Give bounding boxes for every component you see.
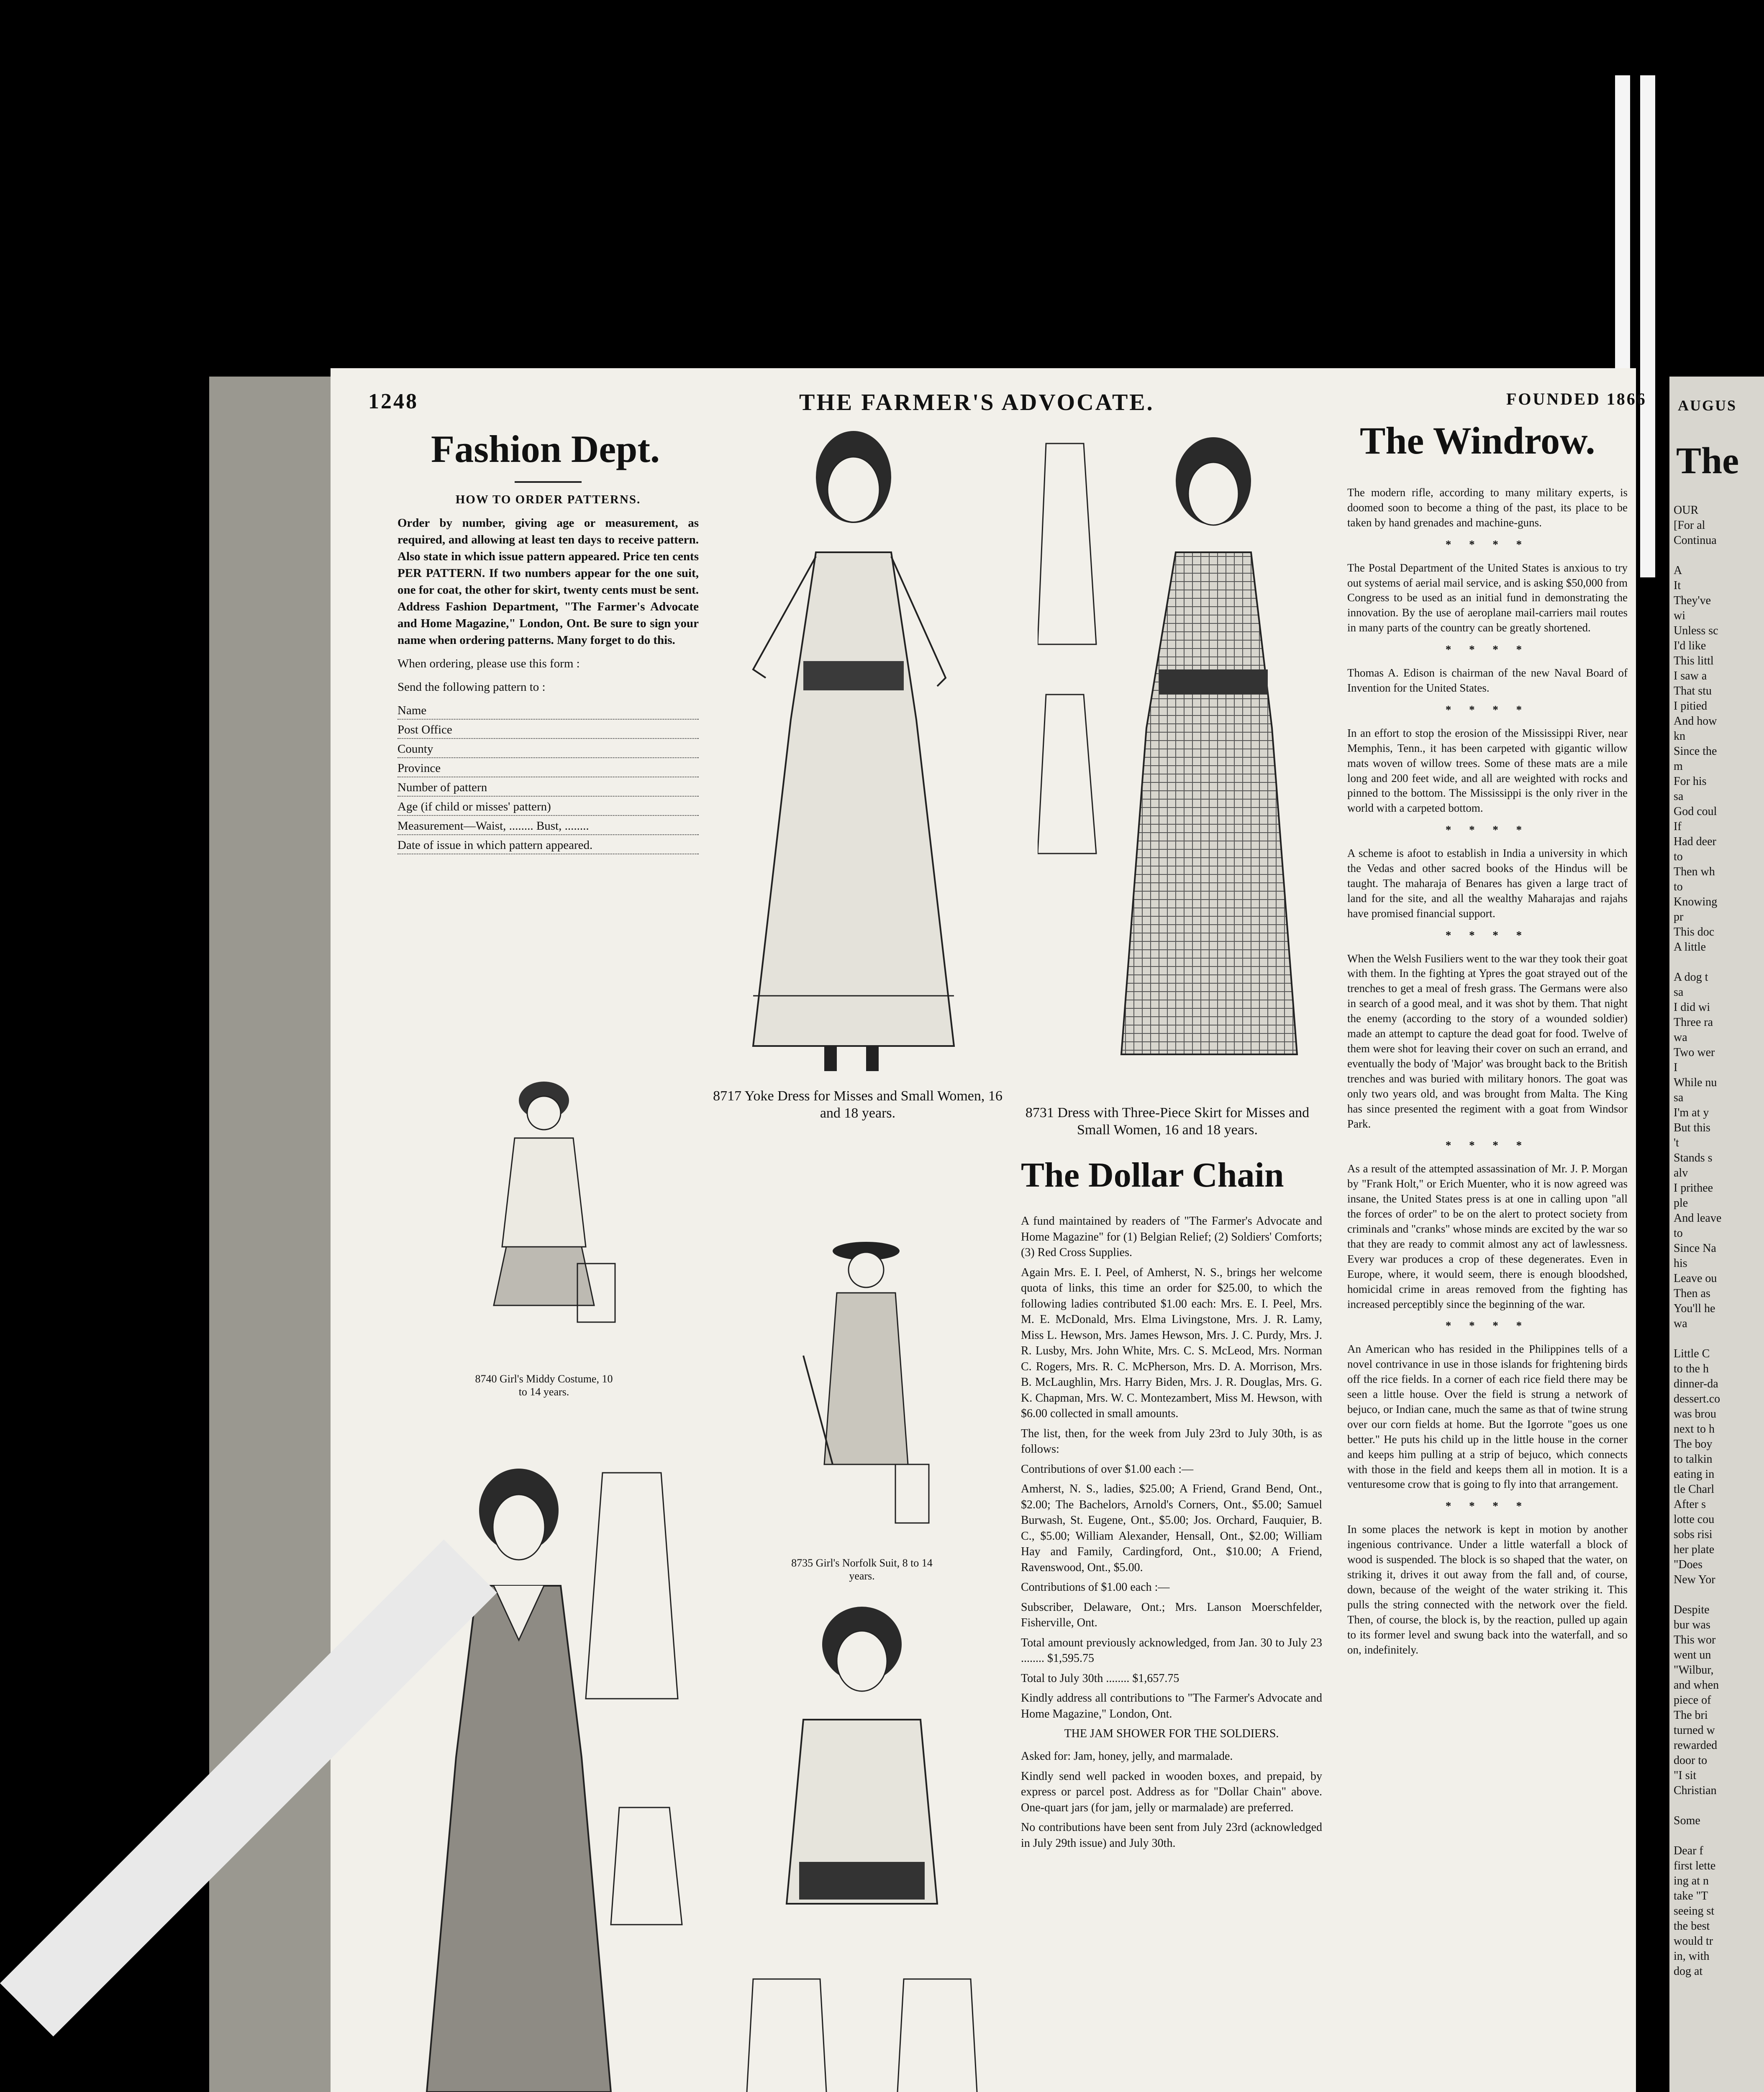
next-page-line: dinner-da [1674,1377,1718,1390]
next-page-edge [1669,377,1764,2092]
next-page-line: Unless sc [1674,624,1718,637]
next-page-line: lotte cou [1674,1513,1715,1526]
next-page-line: Dear f [1674,1844,1703,1857]
next-page-line [1674,1828,1721,1843]
next-page-line: was brou [1674,1407,1716,1420]
yoke-dress-illustration [720,427,987,1088]
next-page-line: "Wilbur, [1674,1664,1714,1677]
next-page-line: This doc [1674,926,1715,938]
next-page-line: While nu [1674,1076,1717,1089]
next-page-line: That stu [1674,685,1712,697]
dollar-chain-paragraph: Again Mrs. E. I. Peel, of Amherst, N. S., brings her welcome quota of links, this time an order for $25.00, to which the following ladies contributed $1.00 each: Mrs. E. I. Peel, Mrs. M. E. McDonald, Mrs. Elma Livingstone, Mrs. J. R. Lamy, Miss L. Hewson, Mrs. James Hewson, Mrs. J. C. Purdy, Mrs. J. R. Lusby, Mrs. John White, Mrs. C. S. McLeod, Mrs. Norman C. Rogers, Mrs. R. C. McPherson, Mrs. D. A. Morrison, Mrs. B. McLaughlin, Mrs. Harry Biden, Mrs. J. R. Douglas, Mrs. G. K. Chapman, Mrs. W. C. Montezambert, Miss M. Hewson, with $6.00 collected in small amounts. [1021,1266,1322,1420]
windrow-paragraph: An American who has resided in the Philippines tells of a novel contrivance in use in those islands for frightening birds off the rice fields. In a corner of each rice field there may be seen a little house. Over the field is strung a network of bejuco, or Indian cane, much the same as that of twine strung over our corn fields at home. But the Igorrote "goes us one better." He puts his child up in the little house in the corner and keeps him pulling at a strip of bejuco, which connects with those in the field and keeps them all in motion. It is a venturesome crow that is going to fly into that arrangement. [1347,1343,1628,1491]
windrow-paragraph: Thomas A. Edison is chairman of the new Naval Board of Invention for the United States. [1347,667,1628,694]
fashion-column [397,477,699,856]
next-page-column [1674,502,1721,1978]
next-page-line: Since the [1674,745,1717,758]
section-divider: * * * * [1445,1500,1530,1513]
next-page-line: wa [1674,1031,1687,1044]
dollar-chain-title: The Dollar Chain [1021,1156,1284,1195]
next-page-line: Since Na [1674,1242,1716,1255]
next-page-line: in, with [1674,1950,1710,1963]
fashion-intro: Order by number, giving age or measurement, as required, and allowing at least ten days to receive pattern. Also state in which issue pattern appeared. Price ten cents PER PATTERN. If two numbers appear for the one suit, one for coat, the other for skirt, twenty cents must be sent. Address Fashion Department, "The Farmer's Advocate and Home Magazine," London, Ont. Be sure to sign your name when ordering patterns. Many forget to do this. [397,516,699,647]
next-page-line: to [1674,880,1683,893]
next-page-header: AUGUS [1678,397,1737,414]
next-page-line: A [1674,564,1682,577]
next-page-line: kn [1674,730,1685,743]
next-page-line: Two wer [1674,1046,1715,1059]
middy-costume-illustration [481,1071,623,1364]
next-page-line: [For al [1674,519,1705,532]
order-form-field: Name [397,702,699,720]
next-page-line: to talkin [1674,1453,1713,1466]
dollar-chain-paragraph: Contributions of over $1.00 each :— [1021,1462,1194,1476]
next-page-line [1674,547,1721,562]
windrow-paragraph: In an effort to stop the erosion of the Mississippi River, near Memphis, Tenn., it has been carpeted with gigantic willow mats woven of willow trees. Some of these mats are a mile long and 200 feet wide, and all are weighted with rocks and pinned to the bottom. The Mississippi is the only river in the world with a carpeted bottom. [1347,726,1628,815]
next-page-line: "I sit [1674,1769,1697,1782]
next-page-line: seeing st [1674,1905,1715,1918]
blouse-illustration [736,1602,996,2092]
next-page-line: her plate [1674,1543,1715,1556]
dollar-chain-paragraph: The list, then, for the week from July 23rd to July 30th, is as follows: [1021,1427,1322,1456]
fashion-title: Fashion Dept. [431,428,660,470]
dollar-chain-column [1021,1213,1322,1855]
next-page-line: tle Charl [1674,1483,1715,1496]
section-divider: * * * * [1445,703,1530,716]
next-page-line [1674,1797,1721,1813]
next-page-line: I'd like [1674,639,1706,652]
caption-8735: 8735 Girl's Norfolk Suit, 8 to 14 years. [791,1557,933,1582]
section-divider: * * * * [1445,538,1530,551]
next-page-line: The bri [1674,1709,1708,1722]
next-page-line: to [1674,850,1683,863]
three-piece-dress-illustration [1038,435,1331,1096]
scan-glare [1640,75,1655,577]
next-page-line: dog at [1674,1965,1703,1978]
windrow-paragraph: A scheme is afoot to establish in India a university in which the Vedas and other sacred books of the Hindus will be taught. The maharaja of Benares has given a large tract of land for the site, and all the wealthy Maharajas and rajahs have promised financial support. [1347,847,1628,920]
caption-8740: 8740 Girl's Middy Costume, 10 to 14 years. [475,1373,613,1398]
send-following: Send the following pattern to : [397,680,546,694]
next-page-line: turned w [1674,1724,1715,1737]
windrow-paragraph: The modern rifle, according to many military experts, is doomed soon to become a thing of the past, its place to be taken by hand grenades and machine-guns. [1347,486,1628,529]
order-form-field: Measurement—Waist, ........ Bust, ........ [397,818,699,835]
section-divider: * * * * [1445,1139,1530,1152]
section-divider: * * * * [1445,643,1530,656]
next-page-line: For his [1674,775,1707,788]
jam-shower-paragraph: No contributions have been sent from July 23rd (acknowledged in July 29th issue) and July 30th. [1021,1821,1322,1850]
jam-shower-heading: THE JAM SHOWER FOR THE SOLDIERS. [1064,1727,1279,1741]
founded-note: FOUNDED 1866 [1506,390,1647,408]
caption-8731: 8731 Dress with Three-Piece Skirt for Misses and Small Women, 16 and 18 years. [1025,1105,1310,1138]
next-page-line: I pitied [1674,700,1708,713]
windrow-title: The Windrow. [1360,419,1595,462]
norfolk-suit-illustration [787,1230,937,1548]
windrow-paragraph: As a result of the attempted assassination of Mr. J. P. Morgan by "Frank Holt," or Erich Muenter, who it is now agreed was insane, the United States press is at one in calling upon "all the forces of order" to be on the alert to protect society from criminals and "cranks" whose minds are excited by the war so that they are ready to commit almost any act of lawlessness. Every war produces a crop of these degenerates. Even in Europe, where, it would seem, there is enough bloodshed, homicidal crime in areas removed from the fighting has increased perceptibly since the beginning of the war. [1347,1162,1628,1310]
order-form-field: Province [397,760,699,777]
next-page-line [1674,954,1721,969]
caption-8717: 8717 Yoke Dress for Misses and Small Women, 16 and 18 years. [713,1088,1003,1121]
next-page-line: would tr [1674,1935,1713,1948]
next-page-line: "Does [1674,1558,1702,1571]
next-page-line: They've [1674,594,1711,607]
fashion-subtitle: HOW TO ORDER PATTERNS. [455,493,641,506]
next-page-line: I [1674,1061,1678,1074]
next-page-line: This littl [1674,654,1714,667]
masthead: THE FARMER'S ADVOCATE. [799,390,1154,415]
next-page-line: Then as [1674,1287,1710,1300]
next-page-line: sa [1674,986,1684,999]
next-page-line: wa [1674,1317,1687,1330]
next-page-line: wi [1674,609,1685,622]
next-page-line: alv [1674,1166,1688,1179]
next-page-line: Had deer [1674,835,1716,848]
next-page-line: Knowing [1674,895,1718,908]
next-page-line [1674,1587,1721,1602]
next-page-line: If [1674,820,1682,833]
next-page-line: I prithee [1674,1182,1713,1195]
next-page-line: rewarded [1674,1739,1718,1752]
next-page-line: piece of [1674,1694,1711,1707]
next-page-line: next to h [1674,1423,1715,1436]
next-page-line: Stands s [1674,1151,1713,1164]
section-divider: * * * * [1445,1319,1530,1332]
next-page-line: And leave [1674,1212,1722,1225]
next-page-line: eating in [1674,1468,1715,1481]
jam-shower-paragraph: Asked for: Jam, honey, jelly, and marmalade. [1021,1749,1233,1763]
next-page-line: sa [1674,1091,1684,1104]
windrow-paragraph: When the Welsh Fusiliers went to the war they took their goat with them. In the fighting at Ypres the goat strayed out of the trenches to get a meal of fresh grass. The Germans were also in search of a good meal, and it was shot by them. That night the enemy (according to the story of a wounded soldier) made an attempt to capture the dead goat for food. Twelve of them were shot for leaving their cover on such an errand, and eventually the body of 'Major' was brought back to the British trenches and was buried with military honors. The goat was only two years old, and was brought from Malta. The King has since presented the regiment with a goat from Windsor Park. [1347,952,1628,1130]
jam-shower-paragraph: Kindly send well packed in wooden boxes, and prepaid, by express or parcel post. Address as for "Dollar Chain" above. One-quart jars (for jam, jelly or marmalade) are preferred. [1021,1769,1322,1814]
order-form-field: Post Office [397,721,699,739]
next-page-line: A little [1674,941,1706,954]
next-page-line: to [1674,1227,1683,1240]
next-page-line: Little C [1674,1347,1710,1360]
next-page-line: God coul [1674,805,1717,818]
next-page-line: to the h [1674,1362,1709,1375]
section-divider: * * * * [1445,823,1530,836]
next-page-line: ple [1674,1197,1688,1210]
order-form [397,702,699,854]
section-divider: * * * * [1445,928,1530,941]
order-form-field: Number of pattern [397,779,699,797]
next-page-line: It [1674,579,1681,592]
next-page-line [1674,1331,1721,1346]
next-page-line: dessert.co [1674,1392,1720,1405]
next-page-line: Three ra [1674,1016,1713,1029]
order-form-field: Date of issue in which pattern appeared. [397,837,699,854]
dollar-chain-paragraph: Amherst, N. S., ladies, $25.00; A Friend, Grand Bend, Ont., $2.00; The Bachelors, Arnold's Corners, Ont., $5.00; Samuel Burwash, St. Eugene, Ont., $5.00; Jos. Orchard, Fauquier, B. C., $5.00; William Alexander, Hensall, Ont., $2.00; William Hay and Family, Cardingford, Ont., $10.00; A Friend, Ravenswood, Ont., $5.00. [1021,1482,1322,1574]
next-page-line: I'm at y [1674,1106,1709,1119]
next-page-line: m [1674,760,1683,773]
dollar-chain-paragraph: Subscriber, Delaware, Ont.; Mrs. Lanson Moerschfelder, Fisherville, Ont. [1021,1600,1322,1630]
next-page-line: Some [1674,1814,1700,1827]
next-page-line: 't [1674,1136,1679,1149]
order-form-field: County [397,741,699,758]
next-page-line: A dog t [1674,971,1708,984]
next-page-line: sa [1674,790,1684,803]
next-page-line: bur was [1674,1618,1710,1631]
next-page-line: I did wi [1674,1001,1710,1014]
next-page-line: sobs risi [1674,1528,1713,1541]
dollar-chain-paragraph: Kindly address all contributions to "The Farmer's Advocate and Home Magazine," London, Ont. [1021,1692,1322,1720]
next-page-line: After s [1674,1498,1706,1511]
next-page-line: But this [1674,1121,1710,1134]
next-page-line: door to [1674,1754,1708,1767]
next-page-line: his [1674,1257,1687,1270]
next-page-line: pr [1674,910,1684,923]
next-page-line: New Yor [1674,1573,1715,1586]
next-page-line: OUR [1674,504,1699,517]
next-page-line: The boy [1674,1438,1713,1451]
order-form-field: Age (if child or misses' pattern) [397,798,699,816]
next-page-line: And how [1674,715,1717,728]
next-page-line: You'll he [1674,1302,1715,1315]
page-number: 1248 [368,390,418,413]
next-page-line: Despite [1674,1603,1710,1616]
next-page-line: take "T [1674,1889,1708,1902]
next-page-line: the best [1674,1920,1710,1933]
windrow-paragraph: The Postal Department of the United States is anxious to try out systems of aerial mail service, and is asking $50,000 from Congress to be used as an initial fund in demonstrating the innovation. By the use of aeroplane mail-carriers mail routes in many parts of the country can be greatly shortened. [1347,561,1628,634]
next-page-line: first lette [1674,1859,1716,1872]
next-page-line: Christian [1674,1784,1717,1797]
dollar-chain-paragraph: Contributions of $1.00 each :— [1021,1581,1170,1594]
next-page-line: ing at n [1674,1874,1709,1887]
next-page-line: Then wh [1674,865,1715,878]
windrow-column [1347,485,1628,1664]
next-page-line: Leave ou [1674,1272,1717,1285]
next-page-line: This wor [1674,1633,1716,1646]
dollar-chain-paragraph: A fund maintained by readers of "The Farmer's Advocate and Home Magazine" for (1) Belgian Relief; (2) Soldiers' Comforts; (3) Red Cross Supplies. [1021,1215,1322,1259]
next-page-line: Continua [1674,534,1717,547]
next-page-title: The [1676,440,1739,482]
next-page-line: and when [1674,1679,1719,1692]
next-page-line: I saw a [1674,669,1707,682]
when-ordering: When ordering, please use this form : [397,657,580,671]
windrow-paragraph: In some places the network is kept in motion by another ingenious contrivance. Under a little waterfall a block of wood is suspended. The block is so shaped that the water, on striking it, drives it out away from the fall and, of course, down, because of the weight of the water striking it. This pulls the string connected with the network over the field. Then, of course, the block is, by the reaction, pulled up again to its former level and swung back into the waterfall, and so on, indefinitely. [1347,1523,1628,1656]
next-page-line: went un [1674,1648,1711,1661]
dollar-chain-paragraph: Total to July 30th ........ $1,657.75 [1021,1672,1179,1685]
dollar-chain-paragraph: Total amount previously acknowledged, from Jan. 30 to July 23 ........ $1,595.75 [1021,1636,1322,1665]
